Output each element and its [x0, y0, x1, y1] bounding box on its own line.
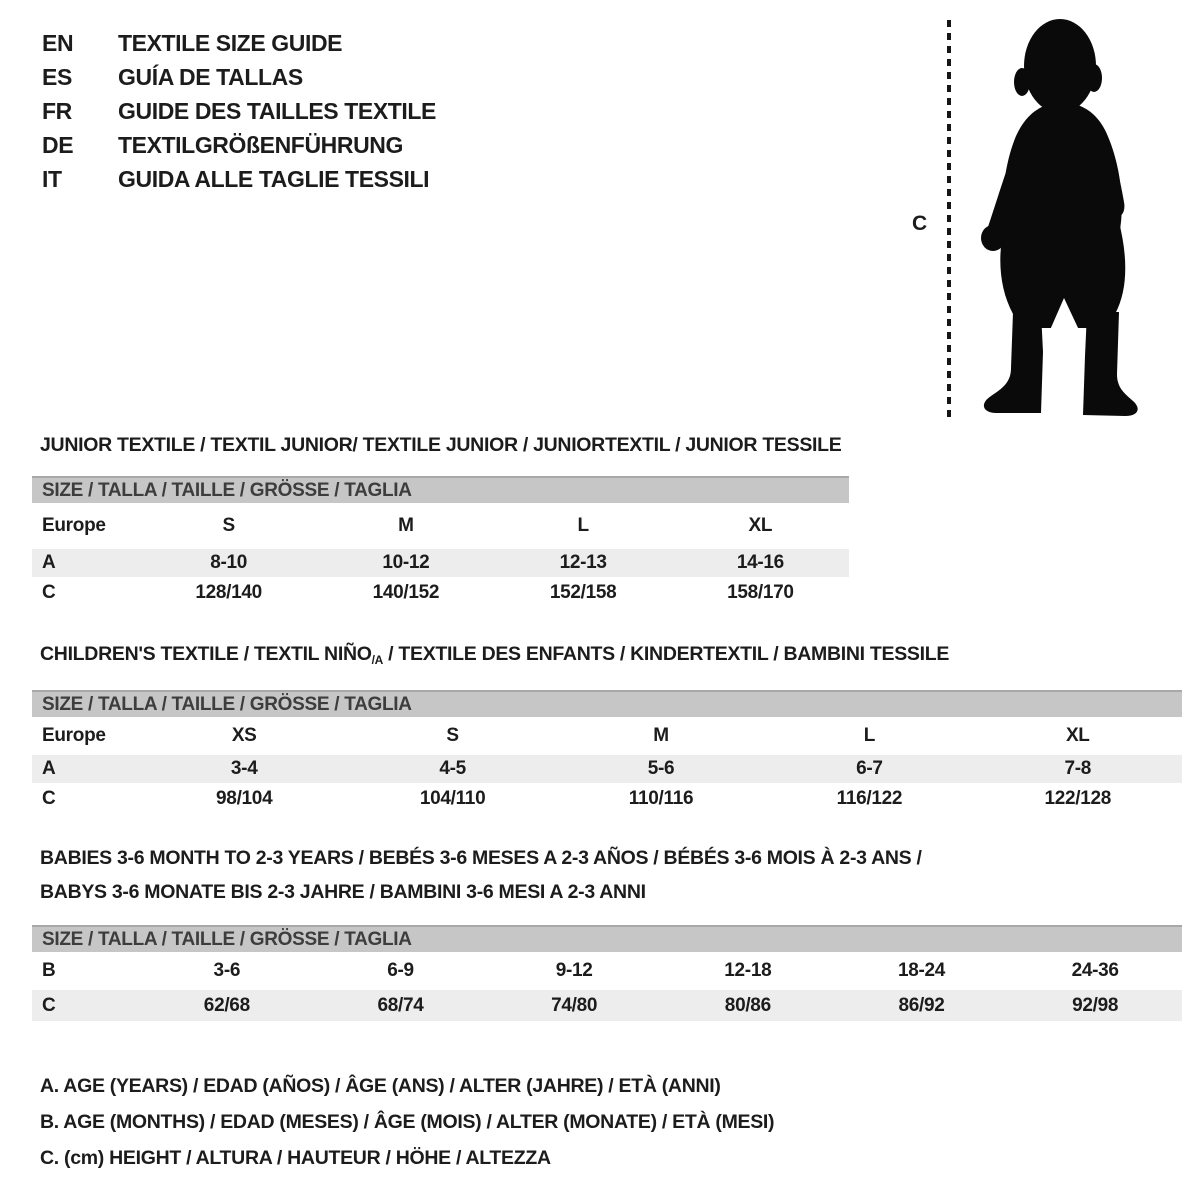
row-label-a: A [42, 758, 56, 779]
table-cell: 24-36 [1071, 960, 1119, 981]
guide-title-de: TEXTILGRÖßENFÜHRUNG [118, 131, 403, 158]
row-label-a: A [42, 552, 56, 573]
size-column-header: M [653, 725, 669, 746]
row-label-c: C [42, 581, 56, 603]
region-label: Europe [42, 725, 106, 746]
row-label-c: C [42, 787, 56, 809]
size-column-header: XL [1065, 725, 1090, 746]
table-cell: 18-24 [897, 960, 946, 981]
size-header-bar: SIZE / TALLA / TAILLE / GRÖSSE / TAGLIA [32, 925, 1182, 952]
size-column-header: L [577, 515, 589, 536]
table-cell: 128/140 [195, 581, 262, 603]
table-cell: 3-4 [230, 758, 258, 779]
language-row-es [42, 60, 436, 94]
height-measure-label: C [912, 212, 928, 235]
height-measure-dashed-line [947, 20, 951, 418]
language-row-it [42, 162, 436, 196]
babies-months-row [32, 952, 1182, 990]
table-cell: 3-6 [213, 960, 241, 981]
table-cell: 110/116 [628, 787, 694, 809]
size-column-header: XS [231, 725, 257, 746]
table-cell: 74/80 [551, 994, 598, 1016]
table-cell: 14-16 [736, 552, 784, 573]
table-cell: 12-13 [559, 552, 607, 573]
size-column-header: S [446, 725, 459, 746]
row-label-b: B [42, 960, 56, 981]
table-cell: 6-9 [387, 960, 414, 981]
language-row-de [42, 128, 436, 162]
babies-size-table [32, 925, 1182, 1021]
table-cell: 158/170 [727, 581, 794, 603]
table-cell: 68/74 [377, 994, 424, 1016]
size-column-header: XL [748, 515, 773, 536]
table-cell: 104/110 [419, 787, 486, 809]
guide-title-es: GUÍA DE TALLAS [118, 63, 303, 90]
children-title-subscript: /A [371, 653, 384, 667]
table-cell: 10-12 [382, 552, 430, 573]
language-code: ES [42, 63, 72, 90]
table-cell: 122/128 [1044, 787, 1112, 809]
table-cell: 9-12 [555, 960, 593, 981]
table-cell: 80/86 [724, 994, 771, 1016]
guide-title-fr: GUIDE DES TAILLES TEXTILE [118, 97, 436, 124]
children-header-row [32, 717, 1182, 755]
table-cell: 7-8 [1064, 758, 1092, 779]
size-column-header: M [398, 515, 414, 536]
children-section-title [40, 643, 949, 667]
guide-title-en: TEXTILE SIZE GUIDE [118, 29, 343, 56]
row-label-c: C [42, 994, 56, 1016]
children-age-row [32, 755, 1182, 783]
language-row-fr [42, 94, 436, 128]
language-code: DE [42, 131, 74, 158]
baby-silhouette [967, 16, 1142, 421]
babies-section-title-line1: BABIES 3-6 MONTH TO 2-3 YEARS / BEBÉS 3-6 MESES A 2-3 AÑOS / BÉBÉS 3-6 MOIS À 2-3 ANS / [40, 847, 922, 869]
size-column-header: L [863, 725, 876, 746]
table-cell: 4-5 [439, 758, 466, 779]
size-header-bar: SIZE / TALLA / TAILLE / GRÖSSE / TAGLIA [32, 476, 849, 503]
children-title-text: CHILDREN'S TEXTILE / TEXTIL NIÑO [40, 643, 372, 665]
table-cell: 86/92 [898, 994, 945, 1016]
table-cell: 140/152 [372, 581, 440, 603]
children-title-text: / TEXTILE DES ENFANTS / KINDERTEXTIL / BAMBINI TESSILE [383, 643, 950, 665]
language-code: FR [42, 97, 72, 124]
guide-title-it: GUIDA ALLE TAGLIE TESSILI [118, 165, 430, 192]
table-cell: 6-7 [856, 758, 883, 779]
size-header-bar: SIZE / TALLA / TAILLE / GRÖSSE / TAGLIA [32, 690, 1182, 717]
legend-line-b: B. AGE (MONTHS) / EDAD (MESES) / ÂGE (MOIS) / ALTER (MONATE) / ETÀ (MESI) [40, 1110, 775, 1133]
babies-height-row [32, 990, 1182, 1021]
children-size-table [32, 690, 1182, 814]
table-cell: 92/98 [1072, 994, 1119, 1016]
legend-line-a: A. AGE (YEARS) / EDAD (AÑOS) / ÂGE (ANS) / ALTER (JAHRE) / ETÀ (ANNI) [40, 1074, 721, 1097]
table-cell: 5-6 [647, 758, 675, 779]
language-code: IT [42, 165, 62, 192]
junior-size-table [32, 476, 849, 608]
babies-section-title-line2: BABYS 3-6 MONATE BIS 2-3 JAHRE / BAMBINI 3-6 MESI A 2-3 ANNI [40, 881, 646, 903]
table-cell: 62/68 [203, 994, 250, 1016]
children-height-row [32, 783, 1182, 814]
table-cell: 152/158 [549, 581, 617, 603]
language-title-list [42, 26, 436, 196]
junior-height-row [32, 577, 849, 608]
junior-header-row [32, 503, 849, 549]
language-code: EN [42, 29, 74, 56]
size-column-header: S [222, 515, 235, 536]
language-row-en [42, 26, 436, 60]
legend-line-c: C. (cm) HEIGHT / ALTURA / HAUTEUR / HÖHE / ALTEZZA [40, 1146, 551, 1169]
table-cell: 116/122 [836, 787, 903, 809]
junior-age-row [32, 549, 849, 577]
table-cell: 12-18 [724, 960, 772, 981]
table-cell: 98/104 [216, 787, 273, 809]
region-label: Europe [42, 515, 106, 536]
table-cell: 8-10 [210, 552, 248, 573]
junior-section-title: JUNIOR TEXTILE / TEXTIL JUNIOR/ TEXTILE JUNIOR / JUNIORTEXTIL / JUNIOR TESSILE [40, 434, 842, 456]
measurement-legend [40, 1068, 774, 1176]
